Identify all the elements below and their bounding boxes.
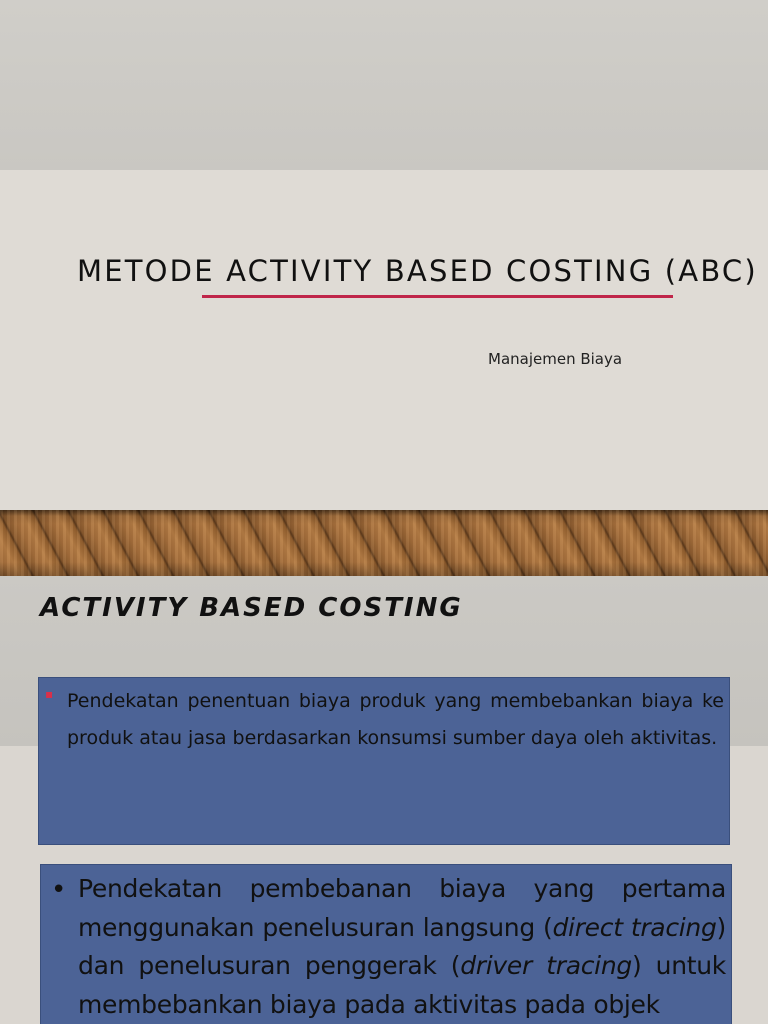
approach-text-part: ) dan penelusuran penggerak ( [78, 912, 726, 980]
definition-box [38, 677, 730, 845]
definition-text: Pendekatan penentuan biaya produk yang membebankan biaya ke produk atau jasa berdasarkan konsumsi sumber daya oleh aktivitas. [67, 690, 724, 749]
approach-box [40, 864, 732, 1024]
approach-text [78, 870, 726, 1024]
approach-text-part: ) untuk membebankan biaya pada aktivitas pada objek [78, 951, 726, 1019]
square-bullet-icon: ▪ [45, 687, 54, 701]
dot-bullet-icon: • [51, 875, 67, 905]
slide-title: METODE ACTIVITY BASED COSTING (ABC) [77, 254, 758, 288]
driver-tracing-term: driver tracing [460, 951, 632, 980]
approach-text-part: Pendekatan pembebanan biaya yang pertama menggunakan penelusuran langsung ( [78, 874, 726, 942]
content-slide [0, 576, 768, 1024]
slide-top-band [0, 0, 768, 170]
slide-subtitle: Manajemen Biaya [488, 350, 623, 368]
direct-tracing-term: direct tracing [552, 912, 717, 942]
wood-floor-band [0, 510, 768, 576]
title-underline-rule [202, 295, 673, 298]
slide-title-panel [0, 170, 768, 510]
slide-heading: ACTIVITY BASED COSTING [40, 593, 463, 623]
